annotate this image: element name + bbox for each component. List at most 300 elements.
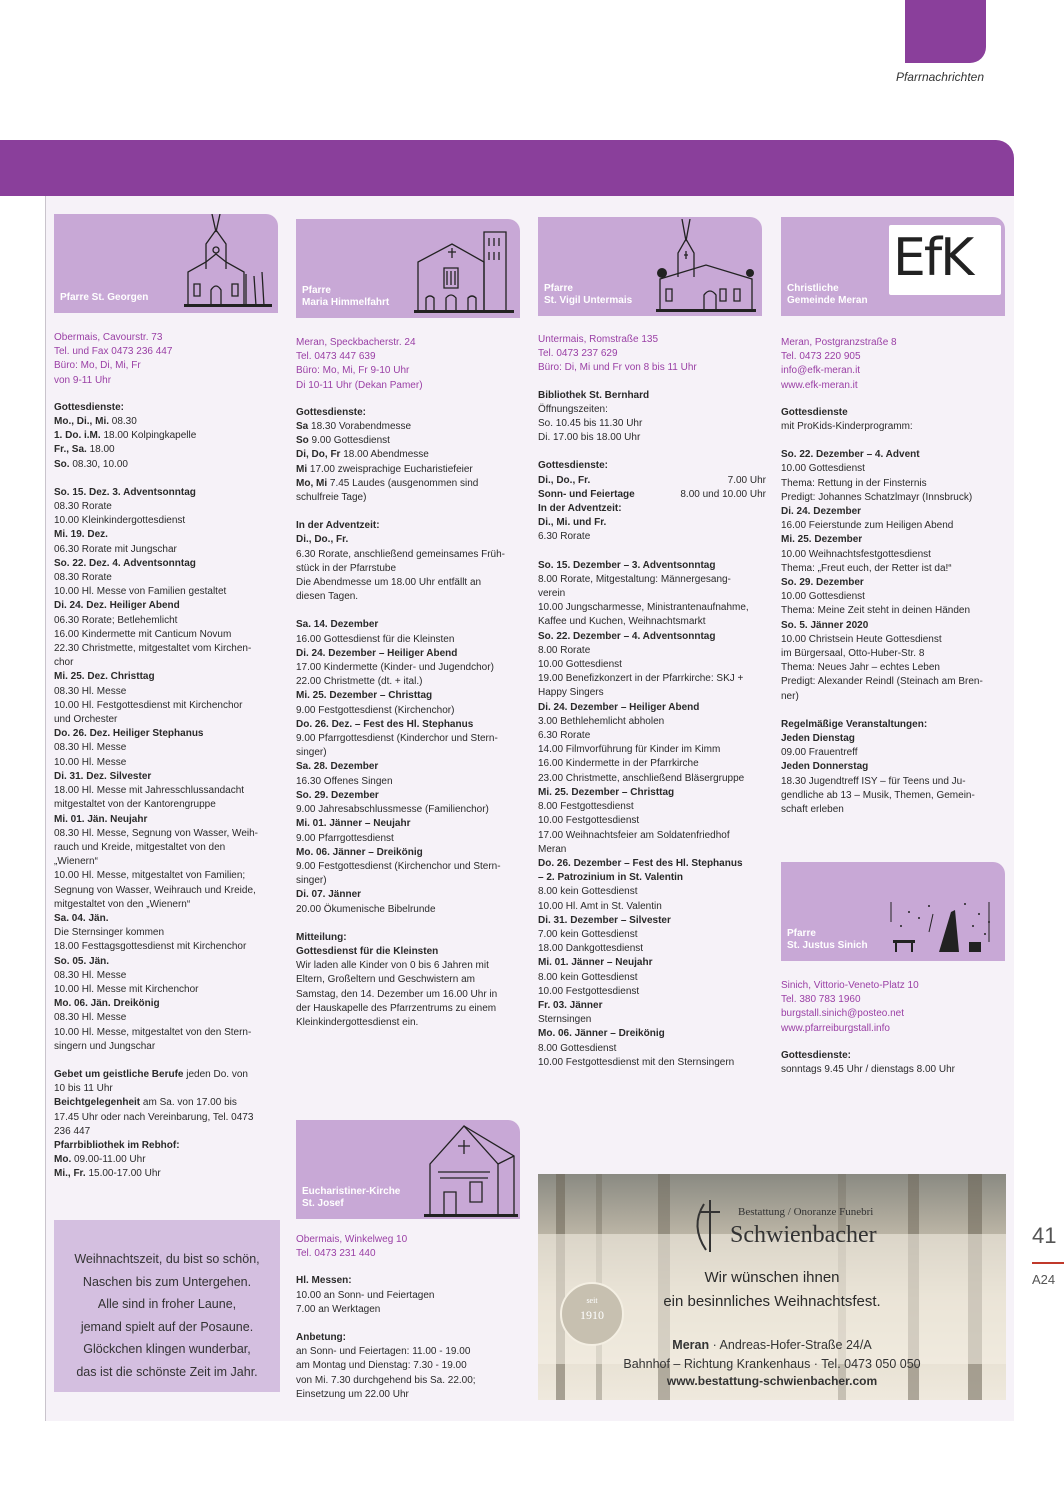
text-line: 8.00 Festgottesdienst [538, 801, 634, 813]
text-line: 9.00 Festgottesdienst (Kirchenchor) [296, 704, 455, 716]
value: 08.30, 10.00 [69, 458, 128, 470]
text-line: So. 5. Jänner 2020 [781, 619, 869, 631]
text-line: mit ProKids-Kinderprogramm: [781, 421, 913, 433]
spacer [538, 445, 766, 459]
value: 18.00 Kolpingkapelle [100, 430, 197, 442]
text-line: 10.00 Hl. Amt in St. Valentin [538, 900, 662, 912]
text-line: Anbetung: [296, 1332, 346, 1344]
text-line: Di., Do., Fr. [296, 534, 349, 546]
value: 09.00-11.00 Uhr [71, 1154, 146, 1166]
value: 7.45 Laudes (ausgenommen sind [327, 477, 479, 489]
text-line: Mi. 01. Jänner – Neujahr [296, 818, 411, 830]
column-christliche-gemeinde [781, 217, 1009, 817]
spacer [54, 472, 282, 486]
text-line: Die Sternsinger kommen [54, 927, 165, 939]
text-line: 06.30 Rorate mit Jungschar [54, 543, 177, 555]
label: Mi., Fr. [54, 1168, 86, 1180]
value: 18.00 Abendmesse [340, 449, 429, 461]
header-st-justus [781, 862, 1005, 961]
column-eucharistiner-kirche [296, 1120, 524, 1402]
poem-line: Weihnachtszeit, du bist so schön, [74, 1252, 260, 1266]
email-link[interactable]: info@efk-meran.it [781, 365, 861, 377]
label: Mi [296, 463, 308, 475]
label: Di, Do, Fr [296, 449, 341, 461]
efk-logo [889, 225, 1001, 295]
value: 15.00-17.00 Uhr [85, 1168, 161, 1180]
text-line: Mo. 06. Jän. Dreikönig [54, 998, 160, 1010]
text-line: Do. 26. Dez. Heiliger Stephanus [54, 728, 204, 740]
header-title [302, 285, 389, 309]
poem-line: das ist die schönste Zeit im Jahr. [76, 1364, 258, 1379]
cross-logo-icon [688, 1196, 728, 1256]
text-line: 10.00 Gottesdienst [781, 463, 865, 475]
text-line: und Orchester [54, 714, 118, 726]
text-line [54, 1068, 282, 1082]
text-line: Fr. 03. Jänner [538, 999, 603, 1011]
header-title [302, 1186, 400, 1210]
value: 8.00 und 10.00 Uhr [680, 488, 766, 500]
label: Sa [296, 421, 309, 433]
address-block [296, 336, 524, 393]
text-line: In der Adventzeit: [296, 520, 380, 532]
text-line: 8.00 kein Gottesdienst [538, 971, 638, 983]
text-line [296, 477, 524, 491]
spacer [54, 1054, 282, 1068]
text-line: 10.00 Festgottesdienst [538, 985, 640, 997]
label: Di., Do., Fr. [538, 474, 591, 486]
header-title-line: Christliche [787, 283, 839, 294]
text-line [54, 429, 282, 443]
value: 17.00 zweisprachige Eucharistiefeier [307, 463, 473, 475]
body-text [296, 406, 524, 1030]
text-line [296, 463, 524, 477]
text-line: 19.00 Benefizkonzert in der Pfarrkirche: SKJ + [538, 673, 744, 685]
text-line: 18.00 Dankgottesdienst [538, 943, 644, 955]
text-line: „Wienern“ [54, 856, 98, 868]
text-line: In der Adventzeit: [538, 503, 622, 515]
text-line: 08.30 Rorate [54, 572, 112, 584]
address-line: Sinich, Vittorio-Veneto-Platz 10 [781, 980, 919, 991]
website-link[interactable]: www.pfarreiburgstall.info [781, 1022, 890, 1034]
text-line: 18.30 Jugendtreff ISY – für Teens und Ju- [781, 775, 966, 787]
church-st-justus-icon [889, 892, 999, 952]
header-title [787, 283, 868, 307]
text-line: 8.00 Rorate [538, 644, 591, 656]
text-line: am Montag und Dienstag: 7.30 - 19.00 [296, 1360, 467, 1372]
column-st-justus [781, 862, 1009, 1077]
text-line: chor [54, 657, 74, 669]
text-line: singern und Jungschar [54, 1040, 156, 1052]
text-line: So. 22. Dezember – 4. Adventsonntag [538, 630, 716, 642]
text-line: Mi. 25. Dezember [781, 534, 863, 546]
value: 18.30 Vorabendmesse [308, 421, 412, 433]
page-code: A24 [1032, 1272, 1056, 1287]
text-line: – 2. Patrozinium in St. Valentin [538, 872, 684, 884]
text-line: 10.00 Hl. Messe, mitgestaltet von Familien; [54, 870, 246, 882]
text-line: von Mi. 7.30 durchgehend bis Sa. 22.00; [296, 1374, 476, 1386]
text-line: Mi. 19. Dez. [54, 529, 108, 541]
text-line: Jeden Donnerstag [781, 761, 869, 773]
text-line: Gottesdienste: [296, 406, 367, 418]
header-title-line: St. Justus Sinich [787, 940, 868, 951]
header-st-vigil [538, 217, 762, 316]
address-block [781, 979, 1009, 1036]
ad-greeting-line: Wir wünschen ihnen [704, 1269, 840, 1286]
ad-address-line [538, 1336, 1006, 1355]
text-line: 10.00 Hl. Messe mit Kirchenchor [54, 983, 199, 995]
office-line: Büro: Di, Mi und Fr von 8 bis 11 Uhr [538, 362, 697, 374]
phone-line: Tel. 0473 447 639 [296, 351, 376, 363]
efk-logo-text: EfK [893, 228, 973, 288]
poem-line: Alle sind in froher Laune, [97, 1297, 237, 1312]
text-line: 20.00 Ökumenische Bibelrunde [296, 903, 436, 915]
text-line: 6.30 Rorate [538, 730, 591, 742]
text-line: Mo. 06. Jänner – Dreikönig [296, 846, 423, 858]
poem-box [54, 1220, 280, 1392]
text-line [296, 434, 524, 448]
church-st-georgen-icon [184, 214, 274, 309]
text-line: 08.30 Hl. Messe, Segnung von Wasser, Weih- [54, 827, 258, 839]
text-line: 17.00 Kindermette (Kinder- und Jugendchor) [296, 662, 494, 674]
top-tab-decoration [905, 0, 986, 63]
text-line: 3.00 Bethlehemlicht abholen [538, 715, 665, 727]
text-line: 16.00 Kindermette in der Pfarrkirche [538, 758, 699, 770]
text-line: Happy Singers [538, 687, 604, 699]
header-title [544, 283, 632, 307]
text-line: diesen Tagen. [296, 591, 359, 603]
text-line: Di. 17.00 bis 18.00 Uhr [538, 432, 641, 444]
header-title: Pfarre St. Georgen [60, 292, 149, 303]
text-line: ner) [781, 690, 799, 702]
office-hours-line: Di 10-11 Uhr (Dekan Pamer) [296, 379, 423, 391]
column-maria-himmelfahrt [296, 219, 524, 1030]
text-line [54, 1153, 282, 1167]
text-line: 08.30 Hl. Messe [54, 969, 127, 981]
text-line: 08.30 Hl. Messe [54, 742, 127, 754]
funeral-ad [538, 1174, 1006, 1400]
section-name: Pfarrnachrichten [895, 70, 984, 84]
text-line [296, 420, 524, 434]
text-line: 08.30 Hl. Messe [54, 1012, 127, 1024]
text-line: Di. 31. Dezember – Silvester [538, 914, 671, 926]
text-line: im Bürgersaal, Otto-Huber-Str. 8 [781, 648, 925, 660]
text-line: 18.00 Festtagsgottesdienst mit Kirchenchor [54, 941, 247, 953]
ad-address-line: Bahnhof – Richtung Krankenhaus · Tel. 0473 050 050 [623, 1357, 921, 1371]
text-line: 10.00 Gottesdienst [781, 591, 865, 603]
text-line [538, 474, 766, 488]
text-line: Meran [538, 843, 567, 855]
text-line: Di., Mi. und Fr. [538, 517, 607, 529]
seal-top-text: seit [586, 1296, 598, 1305]
text-line: Regelmäßige Veranstaltungen: [781, 718, 928, 730]
label: So. [54, 458, 70, 470]
text-line: Thema: Meine Zeit steht in deinen Händen [781, 605, 970, 617]
text-line: Mi. 01. Jänner – Neujahr [538, 957, 653, 969]
text-line: Gottesdienste: [781, 1049, 852, 1061]
address-line: Meran, Postgranzstraße 8 [781, 337, 897, 348]
text-line: So. 15. Dezember – 3. Adventsonntag [538, 559, 716, 571]
header-maria-himmelfahrt [296, 219, 520, 318]
header-title-line: Gemeinde Meran [787, 295, 868, 306]
ad-city: Meran [672, 1338, 710, 1352]
address-line: Obermais, Cavourstr. 73 [54, 332, 163, 343]
header-title [787, 928, 868, 952]
text-line: 18.00 Hl. Messe mit Jahresschlussandacht [54, 785, 245, 797]
poem-line: Glöckchen klingen wunderbar, [83, 1342, 251, 1357]
text-line: So. 29. Dezember [296, 789, 379, 801]
header-christliche-gemeinde [781, 217, 1005, 316]
text-line: an Sonn- und Feiertagen: 11.00 - 19.00 [296, 1346, 471, 1358]
ad-greeting-line: ein besinnliches Weihnachtsfest. [663, 1293, 881, 1310]
text-line: So. 10.45 bis 11.30 Uhr [538, 418, 643, 430]
text-line: 8.00 kein Gottesdienst [538, 886, 638, 898]
label: Fr., Sa. [54, 444, 87, 456]
text-line: Mo. 06. Jänner – Dreikönig [538, 1028, 665, 1040]
text-line: Mi. 25. Dez. Christtag [54, 671, 155, 683]
text-line: 9.00 Pfarrgottesdienst [296, 832, 394, 844]
value: am Sa. von 17.00 bis [140, 1097, 237, 1109]
text-line: So. 22. Dezember – 4. Advent [781, 449, 920, 461]
column-st-georgen [54, 214, 282, 1182]
text-line: 10.00 Festgottesdienst [538, 815, 640, 827]
address-block [54, 331, 282, 388]
body-text [781, 406, 1009, 817]
text-line: 8.00 Rorate, Mitgestaltung: Männergesang- [538, 573, 731, 585]
label: So [296, 435, 309, 447]
text-line: Mi. 25. Dezember – Christtag [296, 690, 433, 702]
address-line: Untermais, Romstraße 135 [538, 334, 659, 345]
spacer [296, 604, 524, 618]
text-line: Mi. 25. Dezember – Christtag [538, 786, 675, 798]
text-line: Sternsingen [538, 1014, 592, 1026]
text-line: Jeden Dienstag [781, 733, 855, 745]
address-line: Meran, Speckbacherstr. 24 [296, 337, 416, 348]
body-text [781, 1049, 1009, 1077]
header-title-line: Pfarre [302, 285, 331, 296]
spacer [296, 1317, 524, 1331]
text-line: Gottesdienste [781, 406, 848, 418]
label: Mo. [54, 1154, 72, 1166]
text-line: rauch und Kreide, mitgestaltet von den [54, 841, 226, 853]
text-line: 22.00 Christmette (dt. + ital.) [296, 676, 423, 688]
text-line: 7.00 kein Gottesdienst [538, 928, 638, 940]
address-block [781, 336, 1009, 393]
header-title-line: St. Josef [302, 1198, 344, 1209]
text-line: Bibliothek St. Bernhard [538, 389, 650, 401]
text-line: Gottesdienste: [538, 460, 609, 472]
body-text [54, 401, 282, 1182]
text-line [538, 488, 766, 502]
header-title-line: St. Vigil Untermais [544, 295, 633, 306]
email-link[interactable]: burgstall.sinich@posteo.net [781, 1008, 904, 1020]
text-line [54, 443, 282, 457]
text-line: verein [538, 588, 566, 600]
phone-line: Tel. 0473 231 440 [296, 1248, 376, 1260]
ad-website-link[interactable]: www.bestattung-schwienbacher.com [666, 1374, 878, 1388]
ad-address [538, 1336, 1006, 1374]
website-link[interactable]: www.efk-meran.it [781, 379, 858, 391]
header-title-line: Pfarre [544, 283, 573, 294]
value: 7.00 Uhr [727, 474, 766, 486]
phone-line: Tel. und Fax 0473 236 447 [54, 346, 173, 358]
text-line: Sa. 28. Dezember [296, 761, 379, 773]
ad-company-name: Schwienbacher [730, 1222, 877, 1248]
poem-line: jemand spielt auf der Posaune. [80, 1319, 254, 1334]
address-block [296, 1233, 524, 1261]
value: 18.00 [86, 444, 115, 456]
text-line: 22.30 Christmette, mitgestaltet vom Kirchen- [54, 643, 252, 655]
phone-line: Tel. 380 783 1960 [781, 994, 861, 1006]
text-line: schulfreie Tage) [296, 492, 367, 504]
spacer [296, 917, 524, 931]
body-text [538, 389, 766, 1070]
text-line: 9.00 Festgottesdienst (Kirchenchor und Stern- [296, 860, 501, 872]
text-line: 10.00 Gottesdienst [538, 659, 622, 671]
text-line: 10.00 an Sonn- und Feiertagen [296, 1289, 435, 1301]
value: 9.00 Gottesdienst [308, 435, 390, 447]
text-line: 10.00 Festgottesdienst mit den Sternsingern [538, 1056, 735, 1068]
text-line: 10.00 Hl. Messe, mitgestaltet von den Stern- [54, 1026, 252, 1038]
text-line [54, 458, 282, 472]
text-line: Thema: „Freut euch, der Retter ist da!“ [781, 562, 952, 574]
column-st-vigil [538, 217, 766, 1070]
address-line: Obermais, Winkelweg 10 [296, 1234, 408, 1245]
text-line: Pfarrbibliothek im Rebhof: [54, 1139, 180, 1151]
text-line: Kleinkindergottesdienst ein. [296, 1016, 419, 1028]
header-st-georgen [54, 214, 278, 313]
text-line: Die Abendmesse um 18.00 Uhr entfällt an [296, 577, 482, 589]
office-line: Büro: Mo, Mi, Fr 9-10 Uhr [296, 365, 410, 377]
text-line: Di. 07. Jänner [296, 889, 362, 901]
ad-kicker: Bestattung / Onoranze Funebri [738, 1206, 874, 1218]
text-line: 16.00 Gottesdienst für die Kleinsten [296, 633, 455, 645]
text-line: Einsetzung um 22.00 Uhr [296, 1388, 409, 1400]
text-line: Hl. Messen: [296, 1275, 352, 1287]
phone-line: Tel. 0473 220 905 [781, 351, 861, 363]
text-line: Di. 31. Dez. Silvester [54, 770, 152, 782]
text-line: stück in der Pfarrstube [296, 562, 397, 574]
page-number-rule [1032, 1262, 1064, 1264]
church-st-josef-icon [424, 1122, 518, 1218]
spacer [538, 545, 766, 559]
office-line: Büro: Mo, Di, Mi, Fr [54, 360, 141, 372]
page-number: 41 [1032, 1223, 1057, 1248]
header-title-line: Eucharistiner-Kirche [302, 1186, 401, 1197]
text-line: Di. 24. Dez. Heiliger Abend [54, 600, 180, 612]
text-line: 9.00 Pfarrgottesdienst (Kinderchor und Stern- [296, 733, 498, 745]
spacer [296, 505, 524, 519]
label: Gebet um geistliche Berufe [54, 1068, 184, 1080]
text-line: 17.00 Weihnachtsfeier am Soldatenfriedhof [538, 829, 730, 841]
text-line: 6.30 Rorate [538, 531, 591, 543]
header-title-line: Maria Himmelfahrt [302, 297, 390, 308]
value: 08.30 [109, 416, 137, 428]
text-line: 10 bis 11 Uhr [54, 1083, 113, 1095]
text-line: gendliche ab 13 – Musik, Themen, Gemein- [781, 789, 975, 801]
text-line: 10.00 Hl. Messe [54, 756, 127, 768]
text-line: 16.00 Feierstunde zum Heiligen Abend [781, 520, 954, 532]
header-band [0, 140, 1014, 196]
text-line: singer) [296, 747, 327, 759]
text-line: 10.00 Christsein Heute Gottesdienst [781, 633, 942, 645]
label: 1. Do. i.M. [54, 430, 101, 442]
text-line: Kaffee und Kuchen, Weihnachtsmarkt [538, 616, 706, 628]
text-line: 7.00 an Werktagen [296, 1303, 381, 1315]
text-line: 08.30 Rorate [54, 501, 112, 513]
label: Beichtgelegenheit [54, 1097, 141, 1109]
text-line: Öffnungszeiten: [538, 403, 608, 415]
address-block [538, 333, 766, 376]
text-line: 10.00 Jungscharmesse, Ministrantenaufnahme, [538, 602, 749, 614]
ad-street: · Andreas-Hofer-Straße 24/A [709, 1338, 872, 1352]
text-line: Do. 26. Dezember – Fest des Hl. Stephanus [538, 857, 743, 869]
text-line: mitgestaltet von den „Wienern“ [54, 898, 191, 910]
poem-line: Naschen bis zum Untergehen. [82, 1274, 252, 1289]
text-line: 10.00 Kleinkindergottesdienst [54, 515, 186, 527]
text-line: mitgestaltet von der Kantorengruppe [54, 799, 216, 811]
text-line: So. 29. Dezember [781, 577, 864, 589]
text-line: Predigt: Alexander Reindl (Steinach am Bren- [781, 676, 983, 688]
text-line: Do. 26. Dez. – Fest des Hl. Stephanus [296, 718, 474, 730]
text-line: 16.30 Offenes Singen [296, 775, 393, 787]
phone-line: Tel. 0473 237 629 [538, 348, 618, 360]
text-line: Thema: Neues Jahr – echtes Leben [781, 662, 940, 674]
text-line: 16.00 Kindermette mit Canticum Novum [54, 628, 232, 640]
label: Mo, Mi [296, 477, 328, 489]
text-line: Wir laden alle Kinder von 0 bis 6 Jahren mit [296, 960, 489, 972]
text-line: 9.00 Jahresabschlussmesse (Familienchor) [296, 804, 489, 816]
text-line [296, 448, 524, 462]
text-line: 8.00 Gottesdienst [538, 1042, 617, 1054]
text-line: So. 05. Jän. [54, 955, 110, 967]
text-line: Sa. 14. Dezember [296, 619, 379, 631]
text-line: Mitteilung: [296, 931, 347, 943]
text-line: Samstag, den 14. Dezember um 16.00 Uhr in [296, 988, 498, 1000]
office-hours-line: von 9-11 Uhr [54, 374, 112, 386]
text-line: 08.30 Hl. Messe [54, 685, 127, 697]
text-line: 236 447 [54, 1125, 91, 1137]
text-line: schaft erleben [781, 804, 844, 816]
text-line: 10.00 Hl. Messe von Familien gestaltet [54, 586, 227, 598]
value: jeden Do. von [183, 1068, 248, 1080]
church-st-vigil-icon [656, 219, 756, 314]
text-line: Sa. 04. Jän. [54, 912, 109, 924]
text-line: Di. 24. Dezember [781, 506, 862, 518]
text-line: Eltern, Großeltern und Geschwistern am [296, 974, 475, 986]
text-line: Gottesdienste: [54, 401, 125, 413]
text-line: 10.00 Hl. Festgottesdienst mit Kirchenchor [54, 699, 243, 711]
spacer [781, 704, 1009, 718]
text-line: sonntags 9.45 Uhr / dienstags 8.00 Uhr [781, 1064, 955, 1076]
text-line: Di. 24. Dezember – Heiliger Abend [538, 701, 700, 713]
text-line: 17.45 Uhr oder nach Vereinbarung, Tel. 0473 [54, 1111, 254, 1123]
text-line: 10.00 Weihnachtsfestgottesdienst [781, 548, 931, 560]
text-line [54, 1096, 282, 1110]
header-eucharistiner-kirche [296, 1120, 520, 1219]
text-line: Di. 24. Dezember – Heiliger Abend [296, 647, 458, 659]
text-line: der Hauskapelle des Pfarrzentrums zu einem [296, 1002, 497, 1014]
text-line: singer) [296, 875, 327, 887]
label: Sonn- und Feiertage [538, 488, 635, 500]
text-line: So. 15. Dez. 3. Adventsonntag [54, 486, 196, 498]
text-line: Gottesdienst für die Kleinsten [296, 945, 439, 957]
label: Mo., Di., Mi. [54, 416, 109, 428]
text-line: Mi. 01. Jän. Neujahr [54, 813, 148, 825]
text-line: Thema: Rettung in der Finsternis [781, 477, 927, 489]
seal-year: 1910 [580, 1308, 604, 1322]
spacer [781, 434, 1009, 448]
text-line: Segnung von Wasser, Weihrauch und Kreide, [54, 884, 256, 896]
